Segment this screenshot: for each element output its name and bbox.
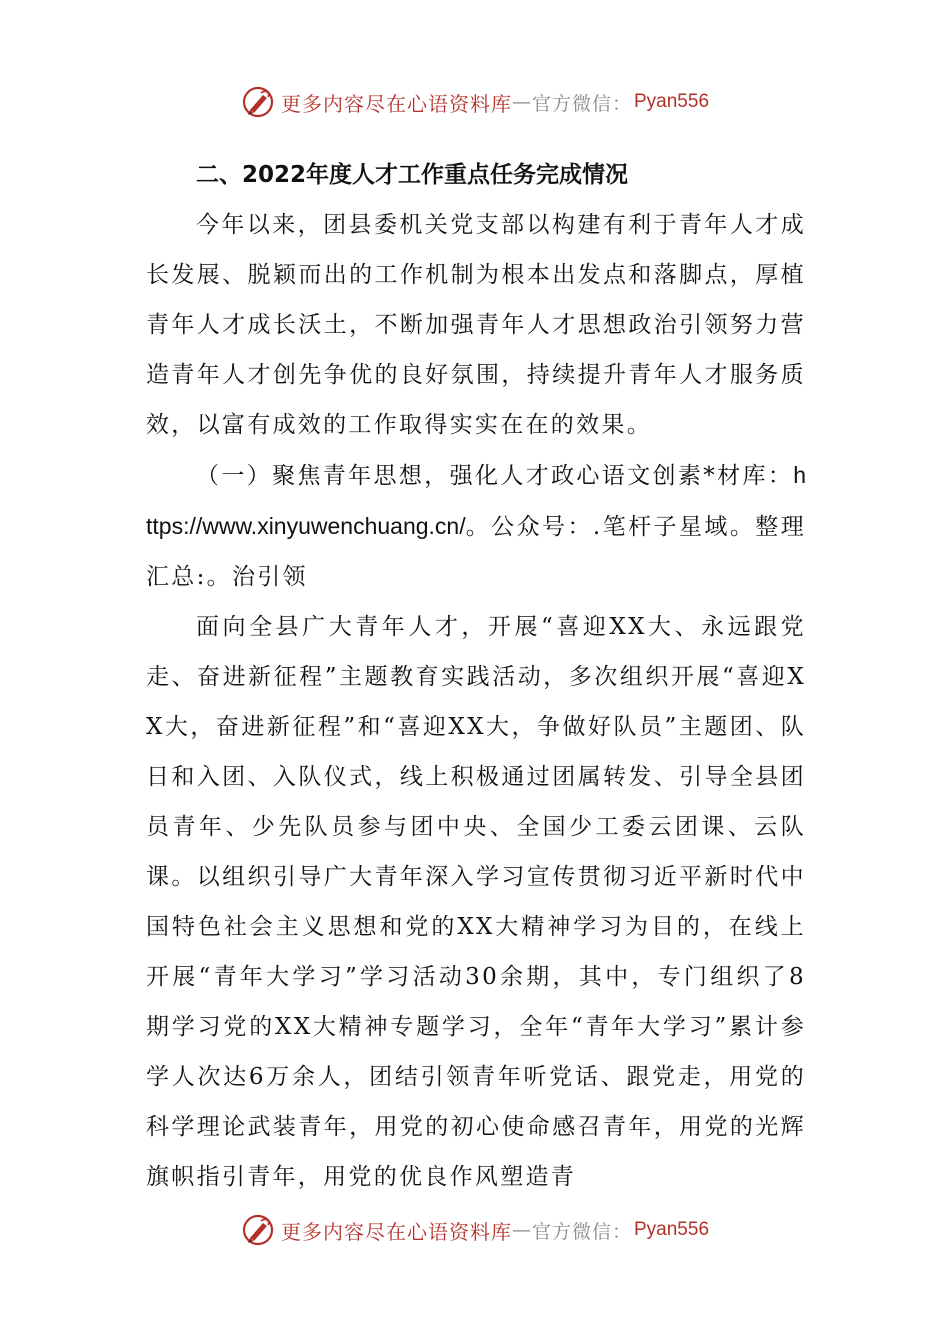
subsection-prefix: （一）聚焦青年思想，强化人才政心语文创素*材库：: [196, 463, 794, 489]
source-url: https://www.xinyuwenchuang.cn/: [146, 462, 806, 539]
subsection-suffix: 。公众号：.笔杆子星域。整理汇总:。治引领: [146, 514, 806, 590]
banner-separator: —: [511, 91, 532, 113]
document-body: [146, 150, 806, 1202]
section-heading: 二、2022年度人才工作重点任务完成情况: [196, 162, 629, 188]
header-banner: [0, 82, 950, 122]
banner-title: 更多内容尽在心语资料库: [280, 1219, 512, 1244]
footer-banner: [0, 1210, 950, 1250]
banner-wechat-id: Pyan556: [634, 1219, 710, 1240]
subsection-heading: [146, 450, 806, 602]
banner-wechat-label: 官方微信：: [531, 1220, 632, 1243]
banner-wechat-id: Pyan556: [634, 91, 710, 112]
banner-wechat-label: 官方微信：: [531, 92, 632, 115]
banner-separator: —: [511, 1219, 532, 1241]
paragraph-intro: 今年以来，团县委机关党支部以构建有利于青年人才成长发展、脱颖而出的工作机制为根本出发点和落脚点，厚植青年人才成长沃土，不断加强青年人才思想政治引领努力营造青年人才创先争优的良好氛围，持续提升青年人才服务质效，以富有成效的工作取得实实在在的效果。: [146, 212, 806, 438]
banner-title: 更多内容尽在心语资料库: [280, 91, 512, 116]
pen-logo-icon: [241, 1213, 275, 1247]
paragraph-body: 面向全县广大青年人才，开展“喜迎XX大、永远跟党走、奋进新征程”主题教育实践活动，多次组织开展“喜迎XX大，奋进新征程”和“喜迎XX大，争做好队员”主题团、队日和入团、入队仪式，线上积极通过团属转发、引导全县团员青年、少先队员参与团中央、全国少工委云团课、云队课。以组织引导广大青年深入学习宣传贯彻习近平新时代中国特色社会主义思想和党的XX大精神学习为目的，在线上开展“青年大学习”学习活动30余期，其中，专门组织了8期学习党的XX大精神专题学习，全年“青年大学习”累计参学人次达6万余人，团结引领青年听党话、跟党走，用党的科学理论武装青年，用党的初心使命感召青年，用党的光辉旗帜指引青年，用党的优良作风塑造青: [146, 614, 806, 1190]
pen-logo-icon: [241, 85, 275, 119]
